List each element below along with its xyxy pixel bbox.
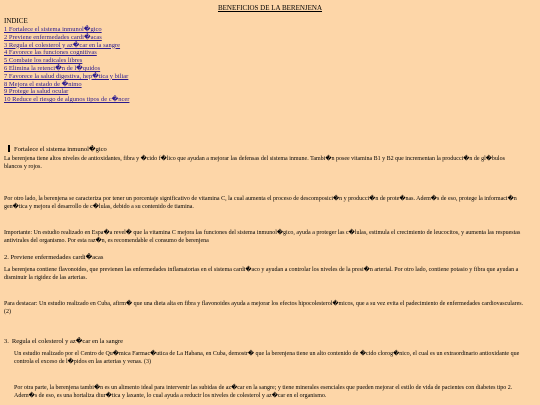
section-heading-1-text: Fortalece el sistema inmunol�gico bbox=[14, 146, 107, 153]
index-link-6[interactable]: 6 Elimina la retenci�n de l�quidos bbox=[4, 64, 101, 72]
paragraph: La berenjena tiene altos niveles de antioxidantes, fibra y �cido f�lico que ayudan a mejorar las defensas del sistema inmune. Tambi�n posee vitamina B1 y B2 que incrementan la producci�n de gl�bulos blancos y rojos. bbox=[4, 156, 505, 170]
section-number: 3. bbox=[4, 338, 9, 345]
index-link-1[interactable]: 1 Fortalece el sistema inmunol�gico bbox=[4, 26, 102, 33]
section-heading-3 bbox=[4, 337, 123, 345]
paragraph: La berenjena contiene flavonoides, que previenen las enfermedades inflamatorias en el sistema cardi�aco y ayudan a controlar los niveles de la presi�n arterial. Por otro lado, contiene potasio y fibra que ayudan a disminuir la rigidez de las arterias. bbox=[4, 267, 519, 281]
list-item bbox=[4, 34, 129, 42]
heading-marker bbox=[8, 145, 10, 152]
page-title: BENEFICIOS DE LA BERENJENA bbox=[217, 4, 323, 12]
paragraph: Importante: Un estudio realizado en Espa�a revel� que la vitamina C mejora las funciones del sistema inmunol�gico, ayuda a proteger las c�lulas, estimula el crecimiento de leucocitos, y aumenta las respuestas antivirales del organismo. Por esta raz�n, es recomendable el consumo de berenjena bbox=[4, 230, 521, 244]
index-link-8[interactable]: 8 Mejora el estado de �nimo bbox=[4, 80, 82, 88]
index-link-3[interactable]: 3 Regula el colesterol y az�car en la sangre bbox=[4, 41, 121, 49]
list-item bbox=[4, 49, 129, 57]
index-link-9[interactable]: 9 Protege la salud ocular bbox=[4, 88, 69, 96]
list-item bbox=[4, 42, 129, 50]
section-heading-2: 2. Previene enfermedades cardi�acas bbox=[4, 254, 104, 261]
list-item bbox=[4, 96, 129, 104]
index-label: INDICE bbox=[4, 17, 28, 25]
list-item bbox=[4, 26, 129, 34]
list-item bbox=[4, 65, 129, 73]
paragraph: Un estudio realizado por el Centro de Qu�mica Farmac�utica de La Habana, en Cuba, demostr� que la berenjena tiene un alto contenido de �cido clorog�nico, el cual es un extraordinario antioxidante que controla el exceso de l�pidos en las arterias y venas. (3) bbox=[14, 351, 520, 365]
list-item bbox=[4, 81, 129, 89]
paragraph: Por otro lado, la berenjena se caracteriza por tener un porcentaje significativo de vitamina C, la cual aumenta el proceso de descomposici�n y producci�n de prote�nas. Adem�s de eso, protege la informaci�n gen�tica y mejora el desarrollo de c�lulas, debido a su contenido de tiamina. bbox=[4, 196, 517, 210]
index-link-10[interactable]: 10 Reduce el riesgo de algunos tipos de c�ncer bbox=[4, 96, 130, 104]
index-link-2[interactable]: 2 Previene enfermedades cardi�acas bbox=[4, 33, 102, 41]
paragraph: Para destacar: Un estudio realizado en Cuba, afirm� que una dieta alta en fibra y flavonoides ayuda a mejorar los efectos hipocolesterol�micos, que a su vez evita el padecimiento de enfermedades cardiovasculares. (2) bbox=[4, 301, 524, 315]
section-heading-3-text: Regula el colesterol y az�car en la sangre bbox=[11, 338, 124, 345]
list-item bbox=[4, 88, 129, 96]
list-item bbox=[4, 73, 129, 81]
list-item bbox=[4, 57, 129, 65]
index-link-4[interactable]: 4 Favorece las funciones cognitivas bbox=[4, 49, 97, 57]
index-link-7[interactable]: 7 Favorece la salud digestiva, hep�tica y biliar bbox=[4, 72, 129, 80]
index-list bbox=[4, 26, 129, 104]
section-heading-1 bbox=[8, 145, 107, 153]
paragraph: Por otra parte, la berenjena tambi�n es un alimento ideal para intervenir las subidas de az�car en la sangre; y tiene minerales esenciales que pueden mejorar el estilo de vida de pacientes con diabetes tipo 2. Adem�s de eso, es una hortaliza diur�tica y laxante, lo cual ayuda a reducir los niveles de colesterol y az�car en el organismo. bbox=[14, 385, 513, 399]
index-link-5[interactable]: 5 Combate los radicales libres bbox=[4, 57, 83, 65]
